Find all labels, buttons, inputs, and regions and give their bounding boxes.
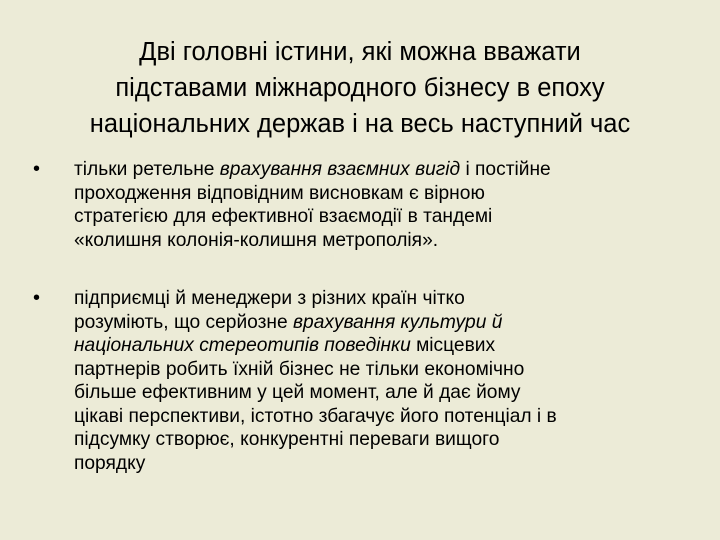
bullet-2-line-7: підсумку створює, конкурентні переваги вищого	[74, 429, 500, 450]
bullet-list	[30, 158, 695, 475]
bullet-1-line-1-end: і постійне	[460, 159, 551, 180]
bullet-text-2	[74, 287, 695, 475]
bullet-1-line-1	[74, 158, 695, 182]
bullet-1-emphasis: врахування взаємних вигід	[219, 159, 461, 180]
bullet-text-1	[74, 158, 695, 252]
bullet-2-emphasis-2: національних стереотипів поведінки	[74, 335, 411, 356]
bullet-2-line-3	[74, 334, 695, 358]
title-line-1: Дві головні істини, які можна вважати	[139, 38, 581, 66]
title-line-3: національних держав і на весь наступний час	[89, 110, 631, 138]
bullet-2-line-6: цікаві перспективи, істотно збагачує його потенціал і в	[74, 405, 557, 427]
bullet-2-line-3-end: місцевих	[410, 335, 496, 356]
slide-title	[40, 34, 680, 142]
bullet-1-line-2: проходження відповідним висновкам є вірною	[74, 182, 485, 204]
bullet-2-emphasis-1: врахування культури й	[293, 311, 503, 333]
bullet-1-line-4: «колишня колонія-колишня метрополія».	[74, 229, 439, 251]
bullet-icon: •	[33, 287, 41, 309]
bullet-2-line-2	[74, 311, 695, 335]
bullet-icon: •	[33, 158, 41, 180]
bullet-2-line-4: партнерів робить їхній бізнес не тільки економічно	[74, 358, 525, 380]
bullet-2-line-2-start: розуміють, що серйозне	[74, 311, 294, 333]
bullet-item-1	[30, 158, 695, 252]
bullet-1-line-3: стратегією для ефективної взаємодії в тандемі	[74, 206, 493, 227]
bullet-2-line-8: порядку	[74, 452, 146, 474]
bullet-2-line-1: підприємці й менеджери з різних країн чітко	[74, 288, 465, 309]
bullet-2-line-5: більше ефективним у цей момент, але й дає йому	[74, 382, 521, 403]
bullet-item-2	[30, 287, 695, 475]
title-line-2: підставами міжнародного бізнесу в епоху	[115, 74, 605, 102]
bullet-1-line-1-start: тільки ретельне	[74, 159, 220, 180]
